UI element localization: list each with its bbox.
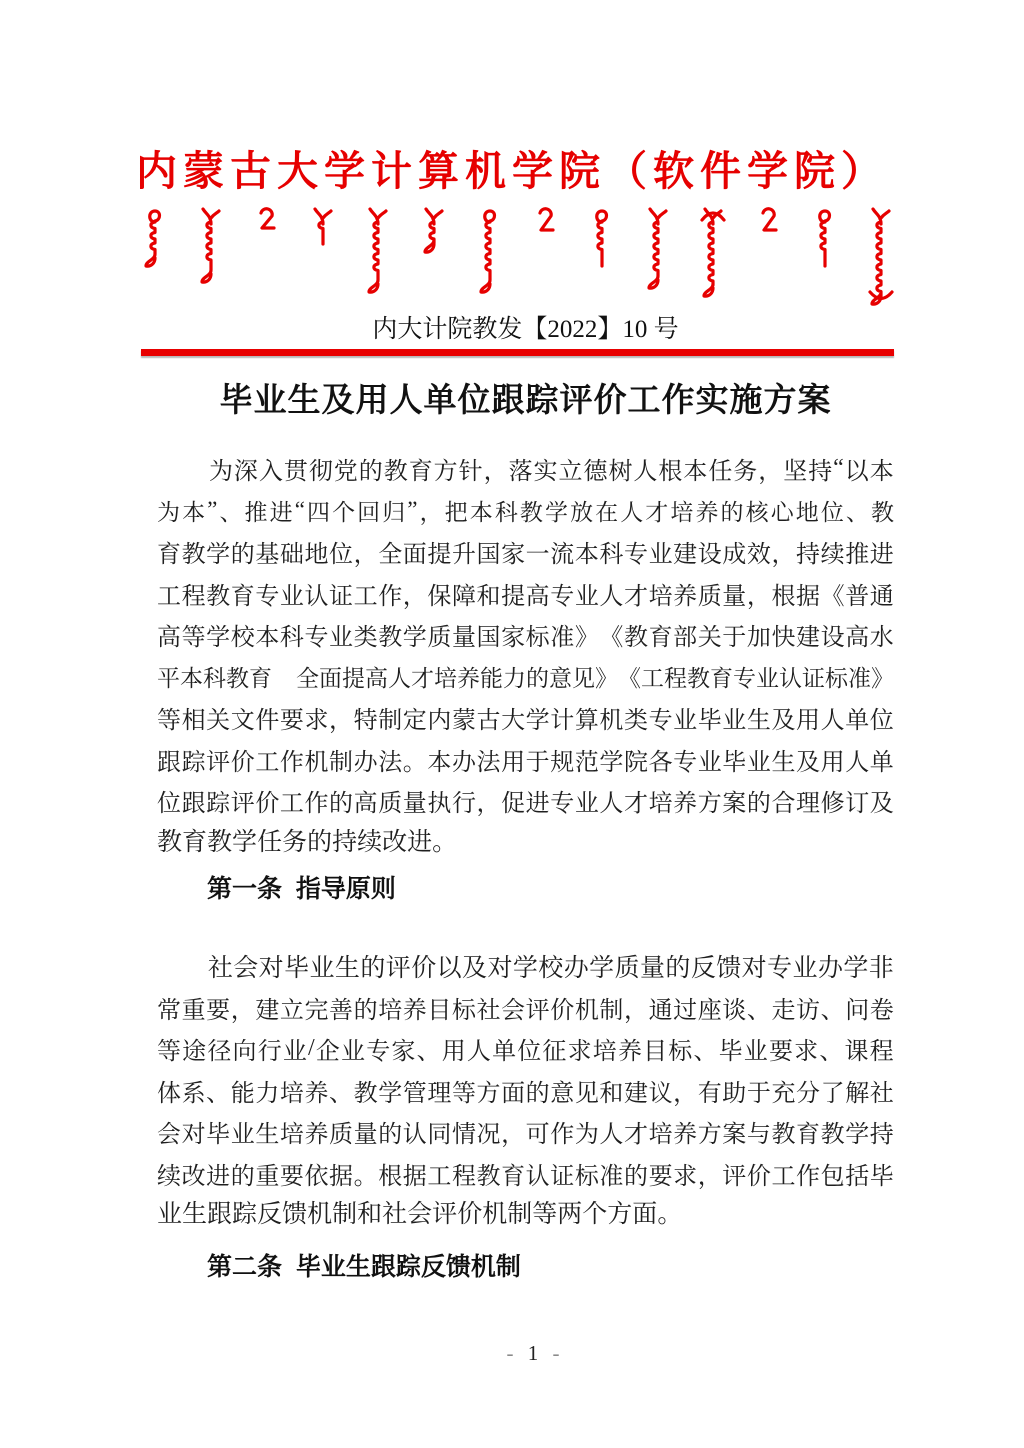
text-line: 会 对 毕 业 生 培 养 质 量 的 认 同 情 况 ， 可 作 为 人 才 培 养 方 案 与 教 育 教 学 持 <box>157 1122 894 1149</box>
page-number-dash-right: - <box>552 1341 560 1365</box>
mongolian-column <box>365 206 391 294</box>
section-1-paragraph <box>157 945 894 1236</box>
red-divider <box>141 349 894 356</box>
mongolian-column <box>142 206 168 268</box>
mongolian-column <box>254 206 280 234</box>
mongolian-column <box>700 206 726 298</box>
letterhead-org-title: 内蒙古大学计算机学院（软件学院） <box>136 148 888 194</box>
text-line: 高 等 学 校 本 科 专 业 类 教 学 质 量 国 家 标 准 》 《 教 育 部 关 于 加 快 建 设 高 水 <box>157 625 894 652</box>
text-line: 等 途 径 向 行 业 / 企 业 专 家 、 用 人 单 位 征 求 培 养 目 标 、 毕 业 要 求 、 课 程 <box>157 1035 894 1066</box>
page-number: 1 <box>527 1341 539 1365</box>
text-line: 工 程 教 育 专 业 认 证 工 作 ， 保 障 和 提 高 专 业 人 才 培 养 质 量 ， 根 据 《 普 通 <box>157 583 894 610</box>
document-title: 毕业生及用人单位跟踪评价工作实施方案 <box>219 381 832 418</box>
text-line: 为 本 ” 、 推 进 “ 四 个 回 归 ” ， 把 本 科 教 学 放 在 人 才 培 养 的 核 心 地 位 、 教 <box>157 497 894 525</box>
mongolian-column <box>645 206 671 290</box>
text-line: 社 会 对 毕 业 生 的 评 价 以 及 对 学 校 办 学 质 量 的 反 馈 对 专 业 办 学 非 <box>207 954 894 982</box>
text-line: 平 本 科 教 育 全 面 提 高 人 才 培 养 能 力 的 意 见 》 《 工 程 教 育 专 业 认 证 标 准 》 <box>157 665 894 691</box>
text-line: 常 重 要 ， 建 立 完 善 的 培 养 目 标 社 会 评 价 机 制 ， 通 过 座 谈 、 走 访 、 问 卷 <box>157 997 894 1024</box>
text-line: 位 跟 踪 评 价 工 作 的 高 质 量 执 行 ， 促 进 专 业 人 才 培 养 方 案 的 合 理 修 订 及 <box>157 791 894 818</box>
mongolian-column <box>756 206 782 236</box>
mongolian-column <box>812 206 838 268</box>
section-1-heading: 第一条 指导原则 <box>207 875 396 903</box>
text-line: 跟 踪 评 价 工 作 机 制 办 法 。 本 办 法 用 于 规 范 学 院 各 专 业 毕 业 生 及 用 人 单 <box>157 749 894 776</box>
text-line: 续 改 进 的 重 要 依 据 。 根 据 工 程 教 育 认 证 标 准 的 要 求 ， 评 价 工 作 包 括 毕 <box>157 1163 894 1190</box>
text-line: 体 系 、 能 力 培 养 、 教 学 管 理 等 方 面 的 意 见 和 建 议 ， 有 助 于 充 分 了 解 社 <box>157 1080 894 1107</box>
mongolian-script-row <box>142 206 894 306</box>
doc-number: 内大计院教发【2022】10 号 <box>372 316 679 343</box>
page-number-dash-left: - <box>506 1341 514 1365</box>
intro-paragraph <box>157 448 894 863</box>
mongolian-column <box>198 206 224 284</box>
text-line: 等 相 关 文 件 要 求 ， 特 制 定 内 蒙 古 大 学 计 算 机 类 专 业 毕 业 生 及 用 人 单 位 <box>157 708 894 735</box>
mongolian-column <box>533 206 559 236</box>
text-line: 教育教学任务的持续改进。 <box>157 828 458 856</box>
section-2-heading: 第二条 毕业生跟踪反馈机制 <box>207 1252 521 1281</box>
mongolian-column <box>589 206 615 268</box>
mongolian-column <box>421 206 447 254</box>
mongolian-column <box>868 206 894 306</box>
page-footer <box>0 1341 1024 1365</box>
mongolian-column <box>310 206 336 246</box>
mongolian-column <box>477 206 503 294</box>
text-line: 为 深 入 贯 彻 党 的 教 育 方 针 ， 落 实 立 德 树 人 根 本 任 务 ， 坚 持 “ 以 本 <box>208 455 894 486</box>
text-line: 育 教 学 的 基 础 地 位 ， 全 面 提 升 国 家 一 流 本 科 专 业 建 设 成 效 ， 持 续 推 进 <box>157 542 894 569</box>
text-line: 业生跟踪反馈机制和社会评价机制等两个方面。 <box>157 1201 683 1228</box>
